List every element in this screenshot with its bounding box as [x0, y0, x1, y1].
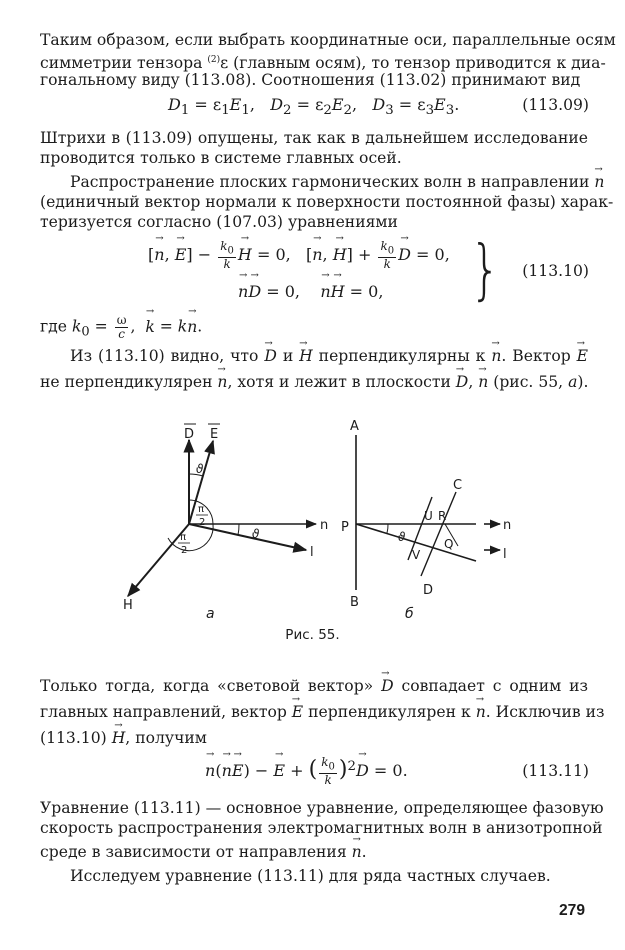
label-theta-b: ϑ — [398, 530, 406, 544]
label-pi-upper: π — [198, 504, 205, 515]
theta-arc-b — [387, 524, 388, 533]
figure-55 — [0, 400, 625, 625]
label-P: P — [341, 520, 349, 535]
p1-line-2: симметрии тензора $^{(2)}$ε (главным осям), то тензор приводится к диа- — [40, 54, 606, 73]
label-C: C — [453, 478, 463, 493]
subcaption-a: а — [206, 606, 215, 622]
label-Q: Q — [444, 537, 454, 551]
p1-line-1: Таким образом, если выбрать координатные оси, параллельные осям — [40, 31, 616, 49]
label-l-b: l — [503, 547, 507, 562]
label-theta-lower: ϑ — [252, 527, 260, 541]
equation-113-10-line-2: → n→ D = 0, → n→ H = 0, — [238, 282, 383, 301]
definition-k0-k: где $k_0$ = $\frac{\omega}{c}$ , → k = k→ n. — [40, 314, 202, 341]
label-B: B — [350, 595, 359, 610]
p6-line-3: среде в зависимости от направления → n. — [40, 842, 588, 862]
p2-line-2: проводится только в системе главных осей. — [40, 149, 402, 167]
label-D-a: D — [184, 427, 195, 442]
right-brace: } — [470, 232, 501, 308]
equation-number-113-10: (113.10) — [522, 262, 589, 280]
label-U: U — [424, 509, 433, 523]
label-E-a: E — [210, 427, 219, 442]
label-H-a: H — [123, 598, 133, 613]
equation-113-11: → n(→ n→ E) − → E + ( $\frac{k_0}{k}$ )$^2$→ D = 0. — [205, 756, 408, 787]
equation-113-10-line-1: [→ n, → E] − $\frac{k_0}{k}$ → H = 0, [→ n, → H] + $\frac{k_0}{k}$ → D = 0, — [148, 240, 450, 271]
p4-line-2: не перпендикулярен → n, хотя и лежит в плоскости → D, → n (рис. 55, а). — [40, 372, 588, 392]
label-D-b: D — [423, 583, 434, 598]
p3-line-2: (единичный вектор нормали к поверхности постоянной фазы) харак- — [40, 193, 614, 211]
figure-55a — [123, 424, 328, 622]
p4-line-1: Из (113.10) видно, что → D и → H перпендикулярны к → n. Вектор → E — [70, 346, 588, 366]
p6-line-2: скорость распространения электромагнитных волн в анизотропной — [40, 819, 603, 837]
figure-caption: Рис. 55. — [285, 627, 340, 643]
label-n-a: n — [320, 518, 329, 533]
equation-number-113-11: (113.11) — [522, 762, 589, 780]
page-number: 279 — [558, 902, 585, 919]
p5-line-1: Только тогда, когда «световой вектор» → D совпадает с одним из — [40, 676, 588, 696]
p5-line-3: (113.10) → H, получим — [40, 728, 588, 748]
label-theta-upper: ϑ — [196, 462, 204, 476]
label-R: R — [438, 509, 447, 523]
vector-l-a — [189, 524, 306, 550]
p3-line-1: Распространение плоских гармонических волн в направлении → n — [70, 172, 588, 192]
p3-line-3: теризуется согласно (107.03) уравнениями — [40, 213, 398, 231]
p6-line-1: Уравнение (113.11) — основное уравнение, определяющее фазовую — [40, 799, 604, 817]
equation-113-09: $D_1 = \varepsilon_1E_1$, $D_2 = \varepsilon_2E_2$, $D_3 = \varepsilon_3E_3$. — [168, 95, 460, 119]
label-A: A — [350, 419, 359, 434]
label-V: V — [412, 548, 421, 562]
figure-55b — [341, 419, 511, 622]
theta-arc-lower — [238, 524, 239, 535]
label-two-lower: 2 — [181, 545, 188, 556]
p1-line-3: гональному виду (113.08). Соотношения (113.02) принимают вид — [40, 71, 581, 89]
p5-line-2: главных направлений, вектор → E перпендикулярен к → n. Исключив из — [40, 702, 588, 722]
p2-line-1: Штрихи в (113.09) опущены, так как в дальнейшем исследование — [40, 129, 588, 147]
label-l-a: l — [310, 545, 314, 560]
label-pi-lower: π — [180, 532, 187, 543]
subcaption-b: б — [405, 606, 414, 622]
equation-number-113-09: (113.09) — [522, 96, 589, 114]
label-two-upper: 2 — [199, 517, 206, 528]
p7-line-1: Исследуем уравнение (113.11) для ряда частных случаев. — [70, 867, 551, 885]
label-n-b: n — [503, 518, 512, 533]
